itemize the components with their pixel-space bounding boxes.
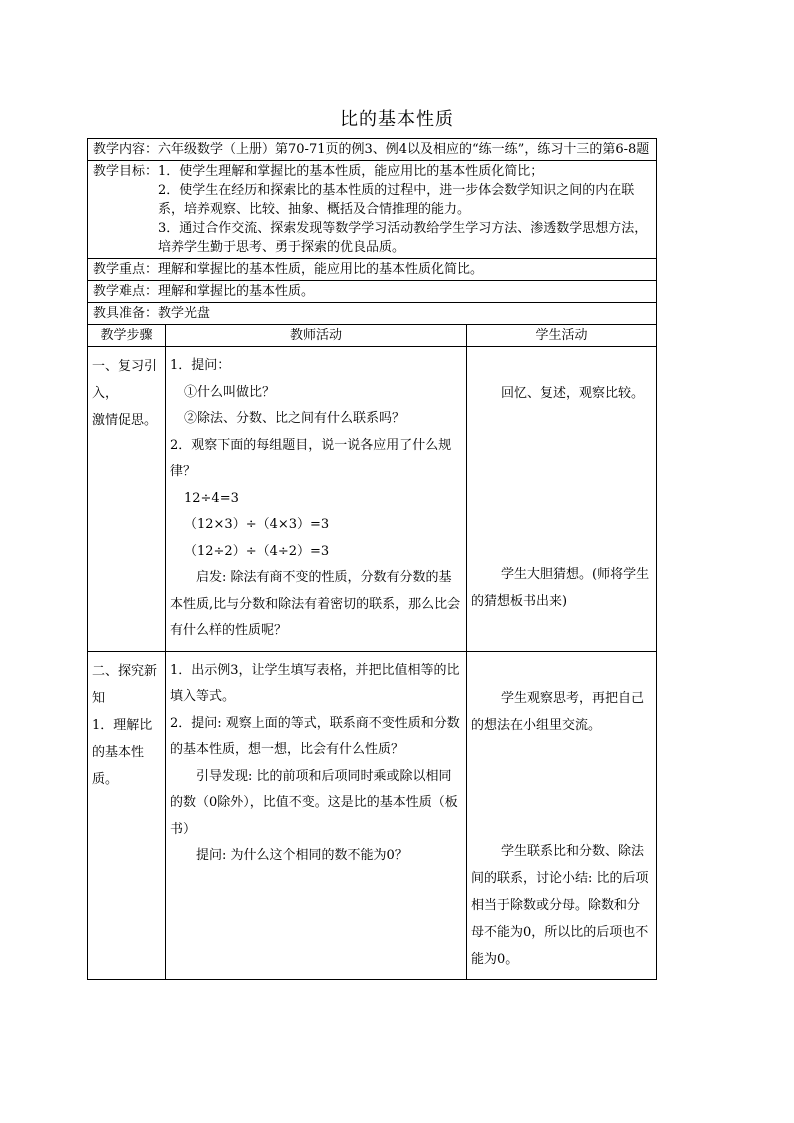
math-expression: （12×3）÷（4×3）=3 bbox=[184, 517, 330, 532]
key-label: 教学重点： bbox=[93, 262, 159, 277]
key-point-row bbox=[88, 259, 657, 281]
student-line: 回忆、复述，观察比较。 bbox=[501, 386, 645, 401]
section-review-row bbox=[88, 347, 657, 652]
header-steps: 教学步骤 bbox=[88, 325, 166, 347]
teacher-line: ①什么叫做比？ bbox=[184, 384, 276, 400]
content-label: 教学内容： bbox=[93, 142, 159, 157]
student-cell bbox=[467, 651, 657, 979]
difficulty-label: 教学难点： bbox=[93, 284, 159, 299]
step-text: 激情促思。 bbox=[92, 413, 158, 428]
step-cell bbox=[88, 651, 166, 979]
teacher-cell bbox=[166, 651, 467, 979]
student-line: 学生联系比和分数、除法间的联系，讨论小结: 比的后项相当于除数或分母。除数和分母不能为0，所以比的后项也不能为0。 bbox=[471, 843, 649, 967]
section-explore-row bbox=[88, 651, 657, 979]
teacher-line: 引导发现: 比的前项和后项同时乘或除以相同的数（0除外），比值不变。这是比的基本性质（板书） bbox=[170, 768, 458, 837]
page-title: 比的基本性质 bbox=[340, 109, 454, 130]
student-cell bbox=[467, 347, 657, 652]
step-text: 一、复习引入， bbox=[92, 359, 158, 401]
content-text: 六年级数学（上册）第70-71页的例3、例4以及相应的“练一练”，练习十三的第6-8题 bbox=[158, 142, 650, 157]
teacher-line: 1．出示例3，让学生填写表格，并把比值相等的比填入等式。 bbox=[170, 662, 460, 704]
step-text: 1．理解比的基本性质。 bbox=[92, 717, 153, 787]
math-expression: 12÷4=3 bbox=[184, 490, 239, 506]
goals-row bbox=[88, 161, 657, 259]
content-row bbox=[88, 139, 657, 161]
header-teacher: 教师活动 bbox=[166, 325, 467, 347]
teacher-cell bbox=[166, 347, 467, 652]
student-line: 学生大胆猜想。(师将学生的猜想板书出来) bbox=[471, 567, 650, 609]
teacher-line: 1．提问： bbox=[170, 358, 231, 373]
step-cell bbox=[88, 347, 166, 652]
teacher-line: 2．观察下面的每组题目，说一说各应用了什么规律？ bbox=[170, 437, 452, 479]
teacher-line: 提问: 为什么这个相同的数不能为0？ bbox=[196, 848, 408, 863]
column-header-row bbox=[88, 325, 657, 347]
lesson-plan-table bbox=[87, 138, 657, 980]
difficulty-row bbox=[88, 281, 657, 303]
teacher-line: 启发: 除法有商不变的性质，分数有分数的基本性质,比与分数和除法有着密切的联系，那么比会有什么样的性质呢？ bbox=[170, 570, 461, 638]
tools-text: 教学光盘 bbox=[158, 306, 211, 321]
math-expression: （12÷2）÷（4÷2）=3 bbox=[184, 543, 330, 559]
goal-item: 3．通过合作交流、探索发现等数学学习活动教给学生学习方法、渗透数学思想方法，培养学生勤于思考、勇于探索的优良品质。 bbox=[158, 221, 648, 255]
tools-row bbox=[88, 303, 657, 325]
difficulty-text: 理解和掌握比的基本性质。 bbox=[158, 284, 315, 299]
goal-item: 2．使学生在经历和探索比的基本性质的过程中，进一步体会数学知识之间的内在联系，培养观察、比较、抽象、概括及合情推理的能力。 bbox=[158, 183, 635, 217]
goals-label: 教学目标： bbox=[93, 164, 159, 179]
teacher-line: 2．提问: 观察上面的等式，联系商不变性质和分数的基本性质，想一想，比会有什么性质？ bbox=[170, 715, 460, 757]
header-student: 学生活动 bbox=[467, 325, 657, 347]
tools-label: 教具准备： bbox=[93, 306, 159, 321]
step-text: 二、探究新知 bbox=[92, 663, 158, 706]
key-text: 理解和掌握比的基本性质，能应用比的基本性质化简比。 bbox=[158, 262, 484, 277]
teacher-line: ②除法、分数、比之间有什么联系吗？ bbox=[184, 411, 406, 426]
goal-item: 1．使学生理解和掌握比的基本性质，能应用比的基本性质化简比； bbox=[158, 164, 544, 179]
student-line: 学生观察思考，再把自己的想法在小组里交流。 bbox=[471, 690, 645, 733]
